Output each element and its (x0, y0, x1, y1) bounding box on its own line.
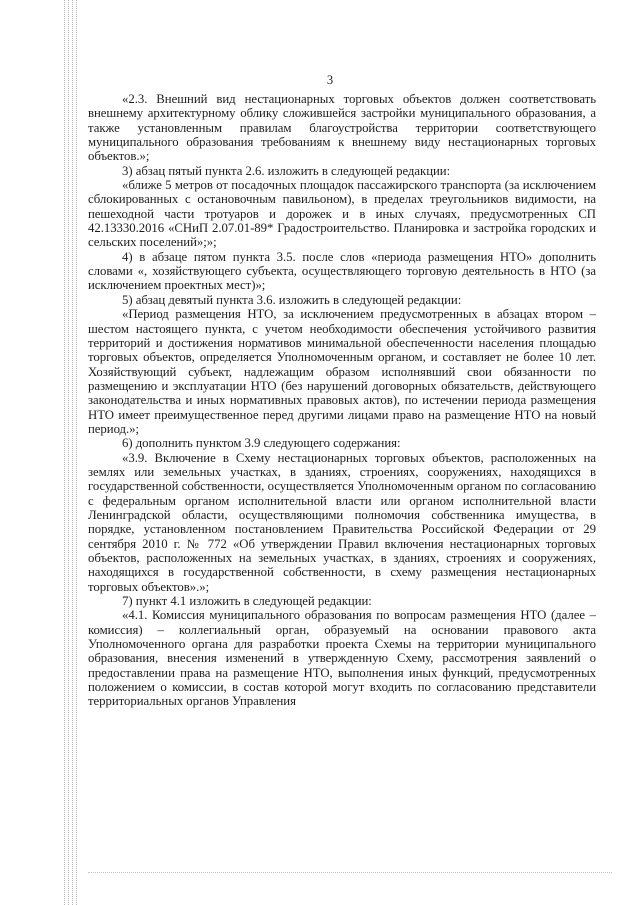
binding-dotted-line (72, 0, 73, 905)
paragraph: «3.9. Включение в Схему нестационарных торговых объектов, расположенных на землях или земельных участках, в зданиях, строениях, сооружениях, находящихся в государственной собственности, осуществляется Уполномоченным органом по согласованию с федеральным органом исполнительной власти или органом исполнительной власти Ленинградской области, осуществляющими полномочия собственника имущества, в порядке, установленном постановлением Правительства Российской Федерации от 29 сентября 2010 г. № 772 «Об утверждении Правил включения нестационарных торговых объектов, расположенных на земельных участках, в зданиях, строениях и сооружениях, находящихся в государственной собственности, в схему размещения нестационарных торговых объектов».»; (88, 450, 596, 594)
binding-dotted-line (76, 0, 77, 905)
paragraph: «Период размещения НТО, за исключением предусмотренных в абзацах втором – шестом настоящего пункта, с учетом необходимости обеспечения устойчивого развития территорий и достижения нормативов минимальной обеспеченности населения площадью торговых объектов, определяется Уполномоченным органом, и составляет не более 10 лет. Хозяйствующий субъект, надлежащим образом исполнявший свои обязанности по размещению и эксплуатации НТО (без нарушений договорных обязательств, действующего законодательства и иных нормативных правовых актов), по истечении периода размещения НТО имеет преимущественное перед другими лицами право на размещение НТО на новый период.»; (88, 307, 596, 436)
page-number: 3 (326, 73, 334, 87)
bottom-dotted-rule (88, 872, 612, 873)
paragraph: 4) в абзаце пятом пункта 3.5. после слов «периода размещения НТО» дополнить словами «, хозяйствующего субъекта, осуществляющего торговую деятельность в НТО (за исключением проектных мест)»; (88, 249, 596, 293)
paragraph: 6) дополнить пунктом 3.9 следующего содержания: (122, 436, 401, 451)
paragraph: 3) абзац пятый пункта 2.6. изложить в следующей редакции: (122, 163, 451, 178)
paragraph: 5) абзац девятый пункта 3.6. изложить в следующей редакции: (122, 292, 462, 307)
document-body (88, 92, 596, 709)
paragraph: 7) пункт 4.1 изложить в следующей редакции: (122, 594, 372, 609)
paragraph: «2.3. Внешний вид нестационарных торговых объектов должен соответствовать внешнему архитектурному облику сложившейся застройки муниципального образования, а также установленным правилам благоустройства территории соответствующего муниципального образования требованиям к внешнему виду нестационарных торговых объектов.»; (88, 92, 596, 164)
paragraph: «ближе 5 метров от посадочных площадок пассажирского транспорта (за исключением сблокированных с остановочным павильоном), в пределах треугольников видимости, на пешеходной части тротуаров и дорожек и в иных случаях, предусмотренных СП 42.13330.2016 «СНиП 2.07.01-89* Градостроительство. Планировка и застройка городских и сельских поселений»;»; (88, 178, 596, 250)
binding-dotted-line (64, 0, 65, 905)
binding-margin (0, 0, 80, 905)
binding-dotted-line (68, 0, 69, 905)
paragraph: «4.1. Комиссия муниципального образования по вопросам размещения НТО (далее – комиссия) – коллегиальный орган, образуемый на основании правового акта Уполномоченного органа для разработки проекта Схемы на территории муниципального образования, внесения изменений в утвержденную Схему, рассмотрения заявлений о предоставлении права на размещение НТО, выполнения иных функций, предусмотренных положением о комиссии, в состав которой могут входить по согласованию представители территориальных органов Управления (88, 608, 596, 709)
